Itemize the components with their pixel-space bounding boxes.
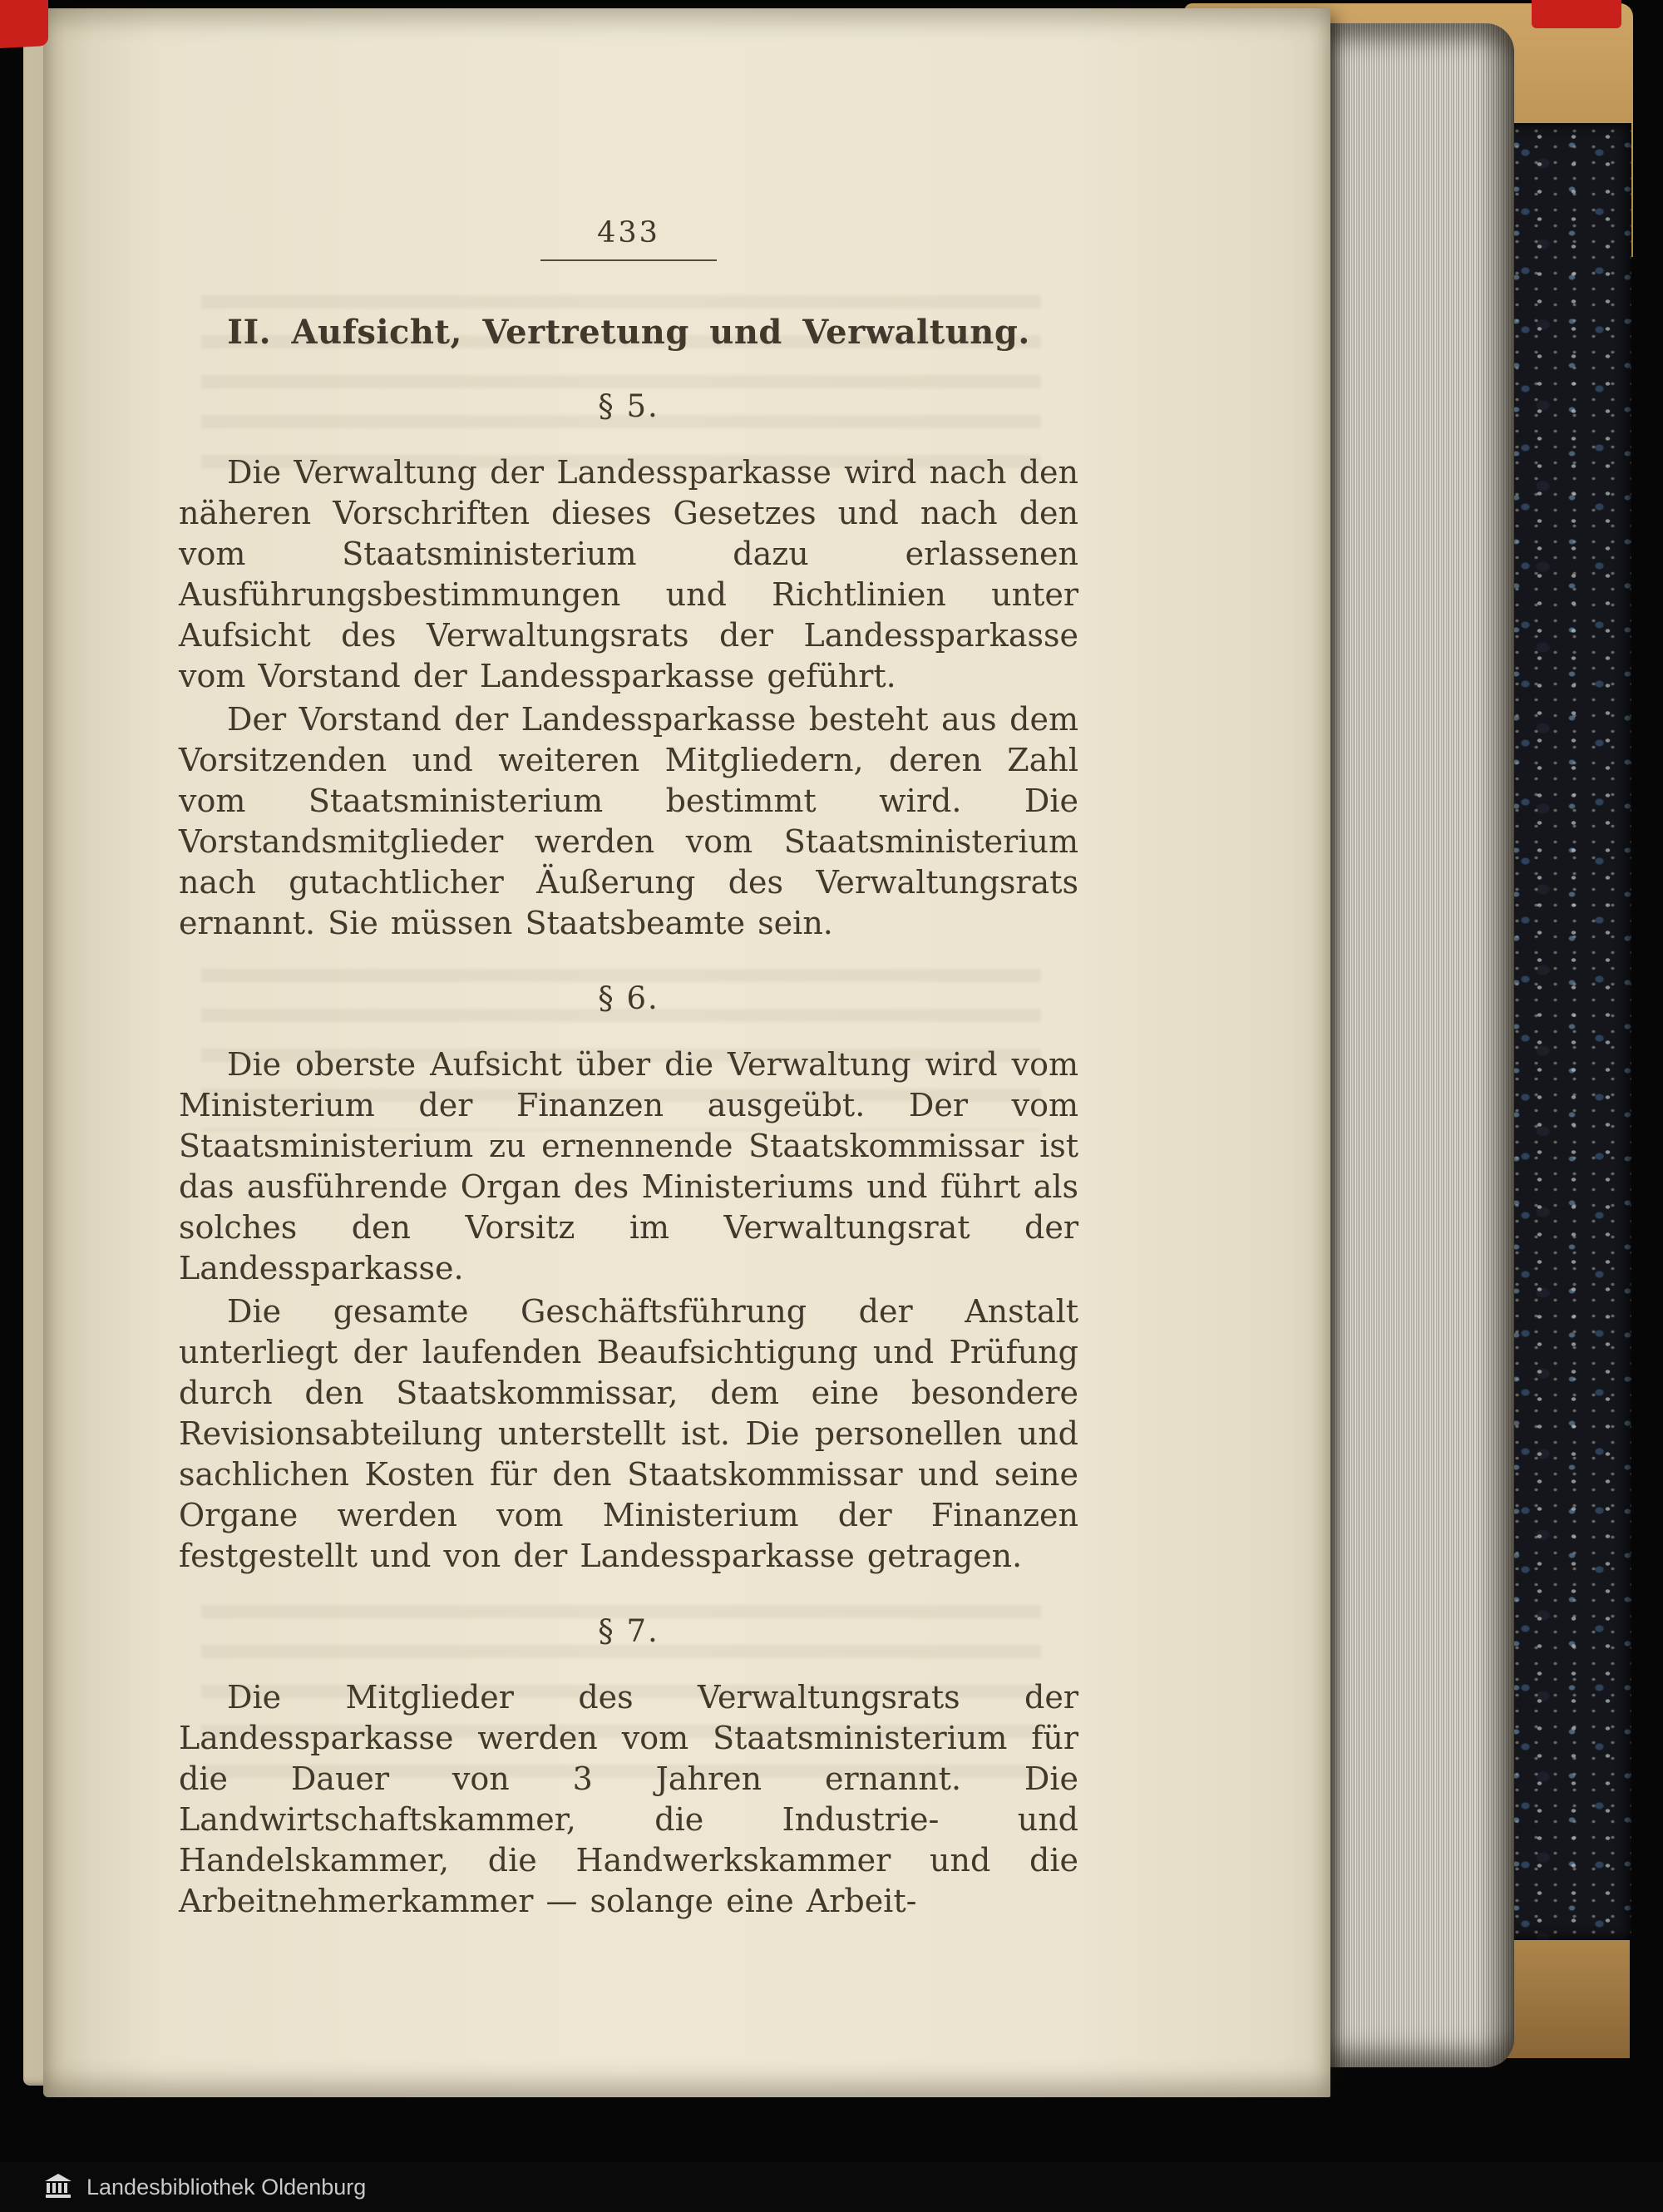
paragraph: Die Verwaltung der Landessparkasse wird nach den näheren Vorschriften dieses Gesetzes und nach den vom Staatsministerium dazu erlassenen Ausführungsbestimmungen und Richtlinien unter Aufsicht des Verwaltungsrats der Landessparkasse vom Vorstand der Landessparkasse geführt. xyxy=(179,454,1078,694)
paragraph: Die gesamte Geschäftsführung der Anstalt unterliegt der laufenden Beaufsichtigung und Prüfung durch den Staatskommissar, dem eine besondere Revisionsabteilung unterstellt ist. Die personellen und sachlichen Kosten für den Staatskommissar und seine Organe werden vom Ministerium der Finanzen festgestellt und von der Landessparkasse getragen. xyxy=(179,1293,1078,1574)
library-name: Landesbibliothek Oldenburg xyxy=(86,2174,367,2200)
library-building-icon xyxy=(43,2172,73,2202)
paragraph: Der Vorstand der Landessparkasse besteht aus dem Vorsitzenden und weiteren Mitgliedern, deren Zahl vom Staatsministerium bestimmt wird. Die Vorstandsmitglieder werden vom Staatsministerium nach gutachtlicher Äußerung des Verwaltungsrats ernannt. Sie müssen Staatsbeamte sein. xyxy=(179,701,1078,941)
law-section-5 xyxy=(179,388,1078,944)
paragraph: Die Mitglieder des Verwaltungsrats der Landessparkasse werden vom Staatsministerium für die Dauer von 3 Jahren ernannt. Die Landwirtschaftskammer, die Industrie- und Handelskammer, die Handwerkskammer und die Arbeitnehmerkammer — solange eine Arbeit- xyxy=(179,1679,1078,1919)
library-footer-bar xyxy=(0,2162,1663,2212)
section-label: § 7. xyxy=(598,1613,659,1649)
page-edge-stack xyxy=(1325,23,1514,2067)
section-label: § 5. xyxy=(598,388,659,424)
page-text-block xyxy=(179,8,1078,2097)
book-page xyxy=(43,8,1330,2097)
section-label: § 6. xyxy=(598,980,659,1016)
page-number: 433 xyxy=(597,216,660,249)
page-number-rule xyxy=(540,259,717,261)
red-marker-top-left xyxy=(0,0,48,48)
chapter-heading: II. Aufsicht, Vertretung und Verwaltung. xyxy=(227,313,1030,352)
page-number-block xyxy=(179,8,1078,261)
red-marker-top-right xyxy=(1532,0,1621,28)
law-section-7 xyxy=(179,1613,1078,1922)
law-section-6 xyxy=(179,980,1078,1577)
paragraph: Die oberste Aufsicht über die Verwaltung wird vom Ministerium der Finanzen ausgeübt. Der vom Staatsministerium zu ernennende Staatskommissar ist das ausführende Organ des Ministeriums und führt als solches den Vorsitz im Verwaltungsrat der Landessparkasse. xyxy=(179,1046,1078,1286)
